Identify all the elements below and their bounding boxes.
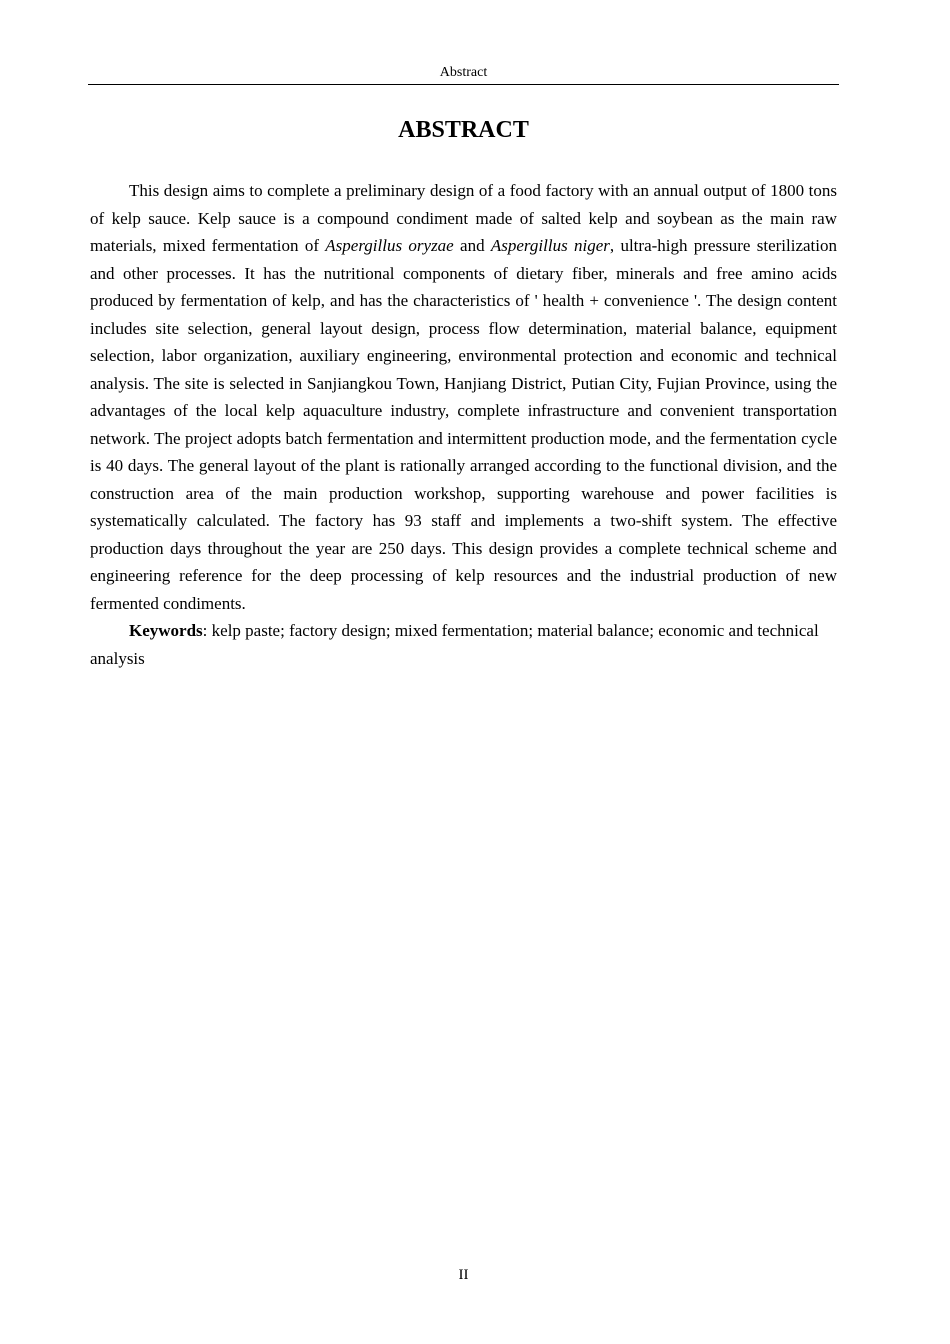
page-number: II bbox=[458, 1267, 469, 1283]
species-name-niger: Aspergillus niger bbox=[490, 236, 610, 255]
keywords-text: kelp paste; factory design; mixed fermentation; material balance; economic and technical analysis bbox=[90, 621, 819, 668]
abstract-conjunction: and bbox=[453, 236, 491, 255]
keywords-paragraph bbox=[90, 617, 837, 672]
species-name-oryzae: Aspergillus oryzae bbox=[325, 236, 454, 255]
abstract-text-part2: , ultra-high pressure sterilization and other processes. It has the nutritional components of dietary fiber, minerals and free amino acids produced by fermentation of kelp, and has the characteristics of ' health + convenience '. The design content includes site selection, general layout design, process flow determination, material balance, equipment selection, labor organization, auxiliary engineering, environmental protection and economic and technical analysis. The site is selected in Sanjiangkou Town, Hanjiang District, Putian City, Fujian Province, using the advantages of the local kelp aquaculture industry, complete infrastructure and convenient transportation network. The project adopts batch fermentation and intermittent production mode, and the fermentation cycle is 40 days. The general layout of the plant is rationally arranged according to the functional division, and the construction area of the main production workshop, supporting warehouse and power facilities is systematically calculated. The factory has 93 staff and implements a two-shift system. The effective production days throughout the year are 250 days. This design provides a complete technical scheme and engineering reference for the deep processing of kelp resources and the industrial production of new fermented condiments. bbox=[90, 236, 838, 613]
page-title: ABSTRACT bbox=[398, 117, 529, 143]
abstract-paragraph bbox=[90, 177, 837, 617]
running-header bbox=[88, 62, 839, 85]
running-header-title: Abstract bbox=[439, 65, 488, 80]
abstract-body bbox=[90, 177, 837, 672]
abstract-text-part1: This design aims to complete a preliminary design of a food factory with an annual output of 1800 tons of kelp sauce. Kelp sauce is a compound condiment made of salted kelp and soybean as the main raw materials, mixed fermentation of bbox=[90, 181, 837, 255]
keywords-label: Keywords bbox=[129, 621, 203, 640]
keywords-separator: : bbox=[202, 621, 212, 640]
